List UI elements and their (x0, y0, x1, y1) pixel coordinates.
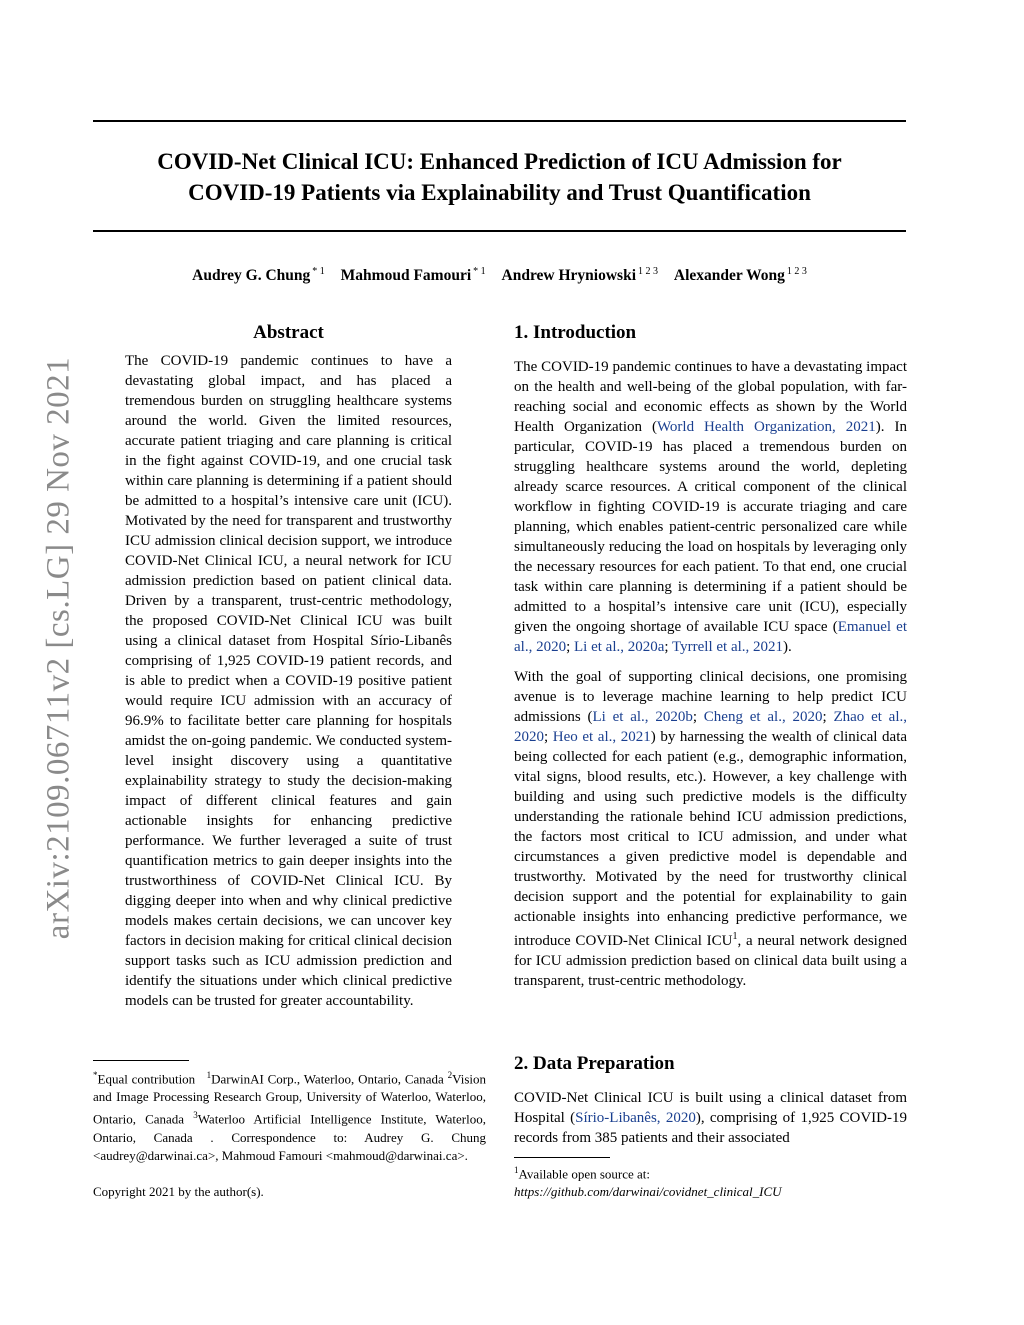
introduction-body (514, 357, 907, 991)
author-list (93, 266, 906, 285)
arxiv-identifier: arXiv:2109.06711v2 [cs.LG] 29 Nov 2021 (40, 356, 77, 940)
author: Alexander Wong $^{1 2 3}$ (673, 266, 807, 285)
abstract-text: The COVID-19 pandemic continues to have a devastating global impact, and has placed a tremendous burden on struggling healthcare systems around the world. Given the limited resources, accurate patient triaging and care planning is critical in the fight against COVID-19, and one crucial task within care planning is determining if a patient should be admitted to a hospital’s intensive care unit (ICU). Motivated by the need for transparent and trustworthy ICU admission clinical decision support, we introduce COVID-Net Clinical ICU, a neural network for ICU admission prediction based on patient clinical data. Driven by a transparent, trust-centric methodology, the proposed COVID-Net Clinical ICU was built using a clinical dataset from Hospital Sírio-Libanês comprising of 1,925 COVID-19 patient records, and is able to predict when a COVID-19 positive patient would require ICU admission with an accuracy of 96.9% to facilitate better care planning for hospitals amidst the on-going pandemic. We conducted system-level insight discovery using a quantitative explainability strategy to study the decision-making impact of different clinical features and gain actionable insights for enhancing predictive performance. We further leveraged a suite of trust quantification metrics to gain deeper insights into the trustworthiness of COVID-Net Clinical ICU. By digging deeper into when and why clinical predictive models makes certain decisions, we can uncover key factors in decision making for critical clinical decision support tasks such as ICU admission prediction and identify the situations under which clinical predictive models can be trusted for greater accountability. (125, 353, 452, 1009)
citation-link[interactable]: Zhao et al., 2020 (514, 709, 908, 745)
copyright-notice: Copyright 2021 by the author(s). (93, 1184, 264, 1199)
data-preparation-body: COVID-Net Clinical ICU is built using a clinical dataset from Hospital (Sírio-Libanês, 2020), comprising of 1,925 COVID-19 records from 385 patients and their associated (514, 1090, 907, 1146)
introduction-heading: 1. Introduction (514, 322, 637, 343)
citation-link[interactable]: Heo et al., 2021 (552, 729, 651, 745)
author: Andrew Hryniowski $^{1 2 3}$ (501, 266, 659, 285)
citation-link[interactable]: Emanuel et al., 2020 (514, 619, 908, 655)
paper-title (93, 146, 906, 208)
title-line-2: COVID-19 Patients via Explainability and Trust Quantification (188, 180, 811, 205)
citation-link[interactable]: Li et al., 2020b (592, 709, 693, 725)
footnote-marker[interactable]: 1 (732, 931, 738, 942)
citation-link[interactable]: Li et al., 2020a (574, 639, 665, 655)
author: Mahmoud Famouri $^{* 1}$ (340, 266, 486, 285)
citation-link[interactable]: World Health Organization, 2021 (656, 419, 876, 435)
author: Audrey G. Chung $^{* 1}$ (192, 266, 325, 285)
abstract-heading: Abstract (253, 322, 324, 343)
source-code-url[interactable]: https://github.com/darwinai/covidnet_clinical_ICU (514, 1184, 782, 1200)
intro-paragraph-1: The COVID-19 pandemic continues to have a devastating impact on the health and well-being of the global population, with far-reaching social and economic effects as shown by the World Health Organization (World Health Organization, 2021). In particular, COVID-19 has placed a tremendous burden on struggling healthcare systems around the world, depleting already scarce resources. A critical component of the clinical workflow in fighting COVID-19 is accurate triaging and care planning, which enables patient-centric personalized care while simultaneously reducing the load on hospitals by leveraging only the necessary resources for each patient. To that end, one crucial task within care planning is determining if a patient should be admitted to a hospital’s intensive care unit (ICU), especially given the ongoing shortage of available ICU space (Emanuel et al., 2020; Li et al., 2020a; Tyrrell et al., 2021). (514, 359, 908, 655)
title-bottom-rule (93, 230, 906, 232)
title-top-rule (93, 120, 906, 122)
footnote-rule-right (514, 1157, 610, 1158)
footnote-source-code: $^1$Available open source at: https://github.com/darwinai/covidnet_clinical_ICU (514, 1161, 907, 1201)
intro-paragraph-2: With the goal of supporting clinical decisions, one promising avenue is to leverage machine learning to help predict ICU admissions (Li et al., 2020b; Cheng et al., 2020; Zhao et al., 2020; Heo et al., 2021) by harnessing the wealth of clinical data being collected for each patient (e.g., demographic information, vital signs, blood results, etc.). However, a key challenge with building and using such predictive models is the difficulty understanding the rationale behind ICU admission predictions, the factors most critical to ICU admission, and under what circumstances a given predictive model is dependable and trustworthy. Motivated by the need for trustworthy clinical decision support and the potential for explainability to gain actionable insights into enhancing predictive performance, we introduce COVID-Net Clinical ICU$^1$, a neural network designed for ICU admission prediction based on clinical data built using a transparent, trust-centric methodology. (514, 669, 908, 989)
citation-link[interactable]: Cheng et al., 2020 (703, 709, 823, 725)
footnote-affiliations: *Equal contribution $^1$DarwinAI Corp., Waterloo, Ontario, Canada $^2$Vision and Image Processing Research Group, University of Waterloo, Waterloo, Ontario, Canada $^3$Waterloo Artificial Intelligence Institute, Waterloo, Ontario, Canada . Correspondence to: Audrey G. Chung <audrey@darwinai.ca>, Mahmoud Famouri <mahmoud@darwinai.ca>. (93, 1070, 487, 1163)
title-line-1: COVID-Net Clinical ICU: Enhanced Prediction of ICU Admission for (157, 149, 842, 174)
citation-link[interactable]: Tyrrell et al., 2021 (672, 639, 784, 655)
citation-link[interactable]: Sírio-Libanês, 2020 (575, 1110, 696, 1126)
footnote-rule-left (93, 1060, 189, 1061)
data-preparation-heading: 2. Data Preparation (514, 1053, 675, 1074)
